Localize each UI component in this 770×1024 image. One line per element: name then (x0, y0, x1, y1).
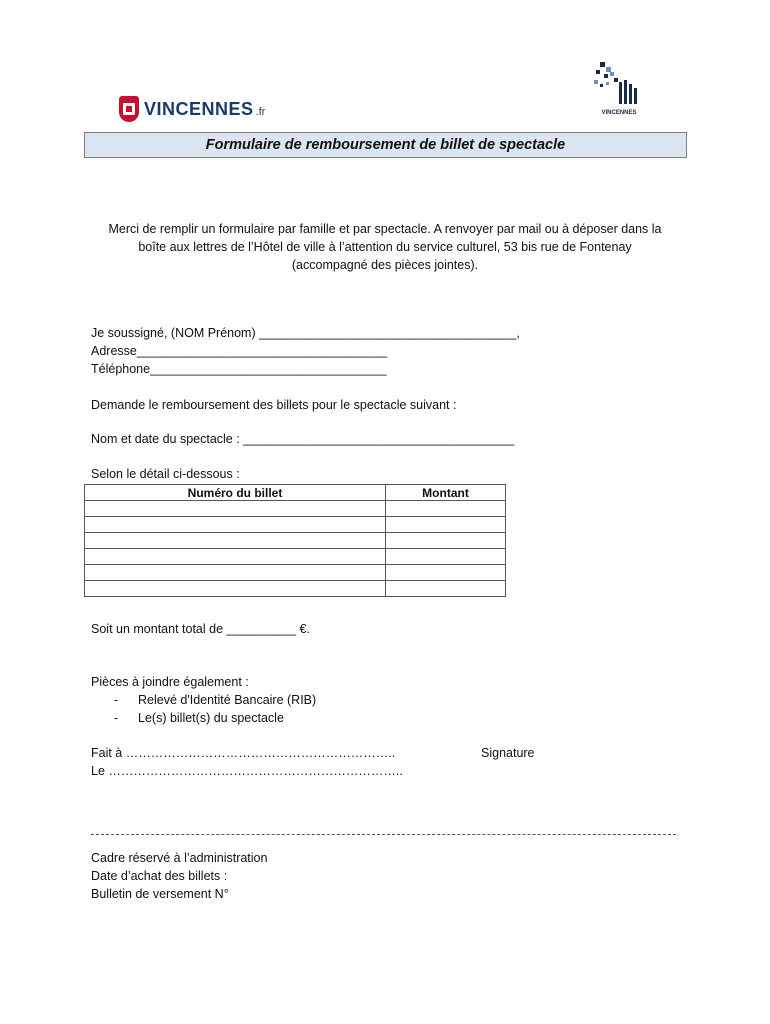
intro-line: (accompagné des pièces jointes). (291, 258, 479, 272)
table-row (85, 517, 506, 533)
ticket-table (84, 484, 506, 597)
table-row (85, 581, 506, 597)
ticket-number-cell[interactable] (85, 549, 386, 565)
total-field[interactable]: Soit un montant total de __________ €. (91, 622, 310, 636)
amount-cell[interactable] (386, 581, 506, 597)
table-header-row (85, 485, 506, 501)
signature-label: Signature (481, 746, 535, 760)
detail-text: Selon le détail ci-dessous : (91, 467, 240, 481)
phone-field[interactable]: Téléphone__________________________________ (91, 362, 387, 376)
attachment-rib: Relevé d'Identité Bancaire (RIB) (138, 693, 317, 707)
brand-suffix: .fr (255, 106, 266, 118)
amount-cell[interactable] (386, 501, 506, 517)
coat-of-arms-icon (119, 96, 139, 122)
ticket-number-cell[interactable] (85, 517, 386, 533)
admin-title: Cadre réservé à l’administration (91, 851, 268, 865)
intro-line: boîte aux lettres de l’Hôtel de ville à l’attention du service culturel, 53 bis rue de Fontenay (138, 240, 632, 254)
brand-name: VINCENNES (144, 98, 254, 119)
culture-logo (586, 58, 646, 118)
list-item (114, 711, 284, 725)
vincennes-logo (119, 96, 265, 122)
amount-cell[interactable] (386, 549, 506, 565)
attachments-heading: Pièces à joindre également : (91, 675, 249, 689)
form-title (84, 132, 687, 158)
ticket-number-cell[interactable] (85, 533, 386, 549)
intro-line: Merci de remplir un formulaire par famille et par spectacle. A renvoyer par mail ou à déposer dans la (108, 222, 662, 236)
table-row (85, 501, 506, 517)
table-row (85, 533, 506, 549)
ticket-number-cell[interactable] (85, 565, 386, 581)
request-text: Demande le remboursement des billets pour le spectacle suivant : (91, 398, 457, 412)
table-row (85, 565, 506, 581)
amount-cell[interactable] (386, 565, 506, 581)
bulletin-label: Bulletin de versement N° (91, 887, 229, 901)
place-field[interactable]: Fait à ……………………………………………………….. (91, 746, 396, 760)
amount-cell[interactable] (386, 517, 506, 533)
culture-emblem-icon (586, 58, 646, 118)
column-header-amount: Montant (386, 485, 506, 501)
table-row (85, 549, 506, 565)
form-title-text: Formulaire de remboursement de billet de spectacle (205, 137, 566, 153)
address-field[interactable]: Adresse____________________________________ (91, 344, 388, 358)
ticket-number-cell[interactable] (85, 501, 386, 517)
dashed-separator (91, 834, 676, 835)
intro-paragraph (84, 220, 686, 274)
list-item (114, 693, 316, 707)
attachment-tickets: Le(s) billet(s) du spectacle (138, 711, 284, 725)
bullet-dash: - (114, 711, 119, 725)
culture-logo-text: VINCENNES (601, 110, 637, 116)
show-field[interactable]: Nom et date du spectacle : _______________________________________ (91, 432, 515, 446)
bullet-dash: - (114, 693, 119, 707)
ticket-number-cell[interactable] (85, 581, 386, 597)
date-field[interactable]: Le …………………………………………………………….. (91, 764, 403, 778)
purchase-date-label: Date d’achat des billets : (91, 869, 228, 883)
column-header-ticket-number: Numéro du billet (85, 485, 386, 501)
name-field[interactable]: Je soussigné, (NOM Prénom) _____________________________________, (91, 326, 520, 340)
amount-cell[interactable] (386, 533, 506, 549)
